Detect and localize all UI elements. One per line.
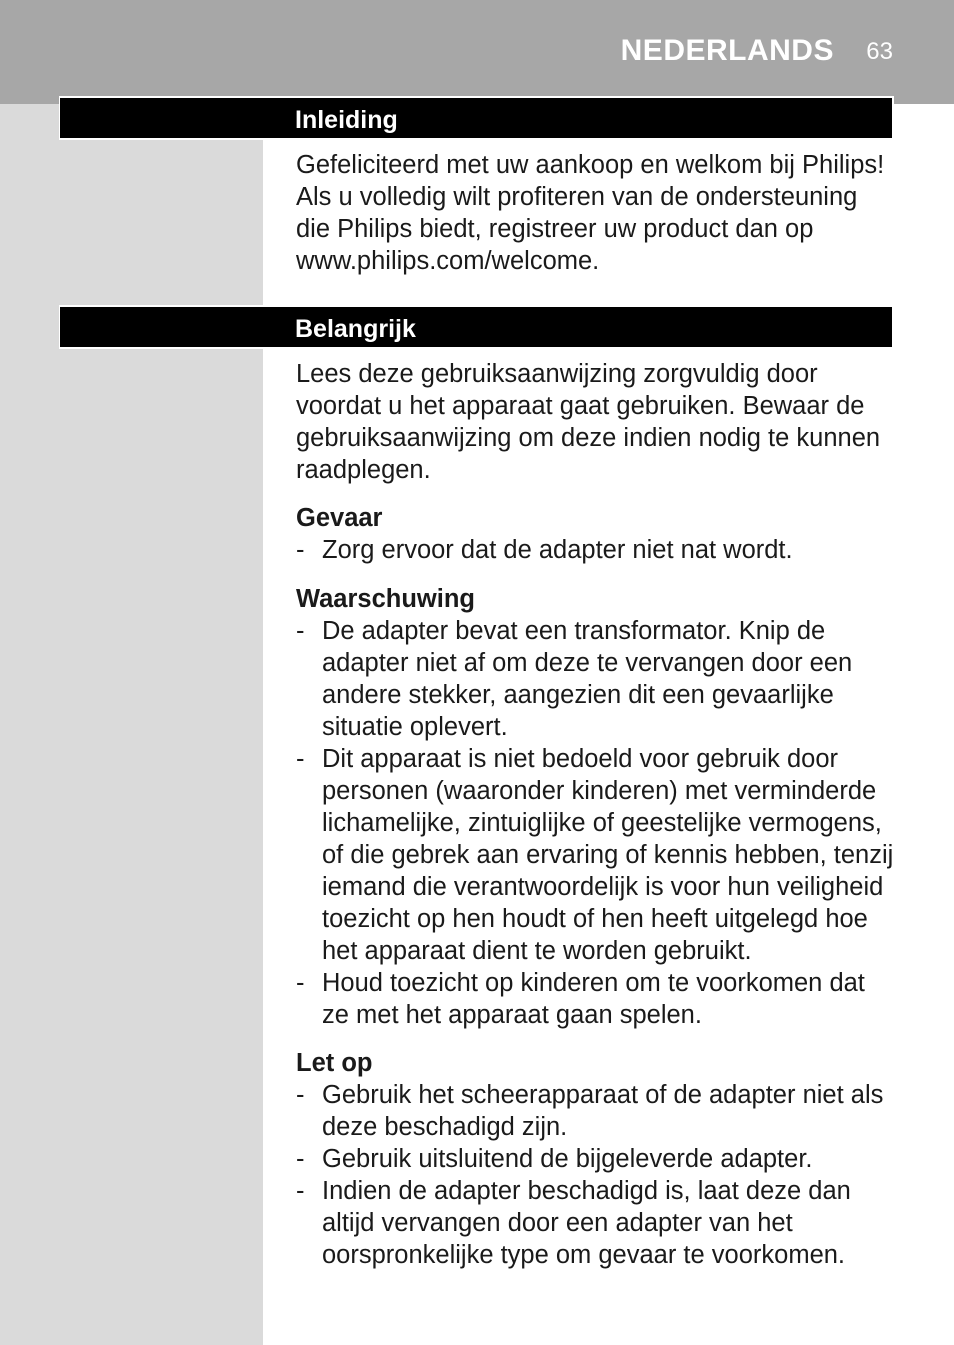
section-bar-inleiding bbox=[59, 96, 894, 140]
list-item-text: Gebruik uitsluitend de bijgeleverde adapter. bbox=[322, 1145, 813, 1173]
gevaar-list bbox=[296, 534, 896, 566]
list-item bbox=[296, 534, 896, 566]
list-item bbox=[296, 1175, 896, 1271]
list-item bbox=[296, 743, 896, 967]
bullet-dash: - bbox=[296, 1145, 305, 1173]
section-title: Inleiding bbox=[295, 106, 398, 134]
section-bar-belangrijk bbox=[59, 305, 894, 349]
list-item bbox=[296, 967, 896, 1031]
list-item-text: Dit apparaat is niet bedoeld voor gebruik door personen (waaronder kinderen) met verminderde lichamelijke, zintuiglijke of geestelijke vermogens, of die gebrek aan ervaring of kennis hebben, tenzij iemand die verantwoordelijk is voor hun veiligheid toezicht op hen houdt of hen heeft uitgelegd hoe het apparaat dient te worden gebruikt. bbox=[322, 745, 894, 965]
bullet-dash: - bbox=[296, 1177, 305, 1205]
let-op-list bbox=[296, 1079, 896, 1271]
bullet-dash: - bbox=[296, 536, 305, 564]
page-number: 63 bbox=[866, 38, 893, 65]
list-item bbox=[296, 615, 896, 743]
list-item-text: Indien de adapter beschadigd is, laat deze dan altijd vervangen door een adapter van het oorspronkelijke type om gevaar te voorkomen. bbox=[322, 1177, 851, 1269]
subheading-let-op: Let op bbox=[296, 1049, 373, 1077]
intro-paragraph: Gefeliciteerd met uw aankoop en welkom bij Philips! Als u volledig wilt profiteren van de ondersteuning die Philips biedt, registreer uw product dan op www.philips.com/welcome. bbox=[296, 151, 885, 275]
section-title: Belangrijk bbox=[295, 315, 416, 343]
bullet-dash: - bbox=[296, 1081, 305, 1109]
list-item bbox=[296, 1143, 896, 1175]
list-item-text: Gebruik het scheerapparaat of de adapter niet als deze beschadigd zijn. bbox=[322, 1081, 884, 1141]
important-paragraph: Lees deze gebruiksaanwijzing zorgvuldig door voordat u het apparaat gaat gebruiken. Bewaar de gebruiksaanwijzing om deze indien nodig te kunnen raadplegen. bbox=[296, 360, 881, 484]
waarschuwing-list bbox=[296, 615, 896, 1031]
subheading-waarschuwing: Waarschuwing bbox=[296, 585, 475, 613]
list-item-text: Zorg ervoor dat de adapter niet nat wordt. bbox=[322, 536, 793, 564]
list-item bbox=[296, 1079, 896, 1143]
language-label: NEDERLANDS bbox=[620, 34, 834, 67]
subheading-gevaar: Gevaar bbox=[296, 504, 383, 532]
list-item-text: Houd toezicht op kinderen om te voorkomen dat ze met het apparaat gaan spelen. bbox=[322, 969, 865, 1029]
bullet-dash: - bbox=[296, 745, 305, 773]
left-margin-column bbox=[0, 104, 263, 1345]
bullet-dash: - bbox=[296, 617, 305, 645]
list-item-text: De adapter bevat een transformator. Knip de adapter niet af om deze te vervangen door een andere stekker, aangezien dit een gevaarlijke situatie oplevert. bbox=[322, 617, 853, 741]
bullet-dash: - bbox=[296, 969, 305, 997]
